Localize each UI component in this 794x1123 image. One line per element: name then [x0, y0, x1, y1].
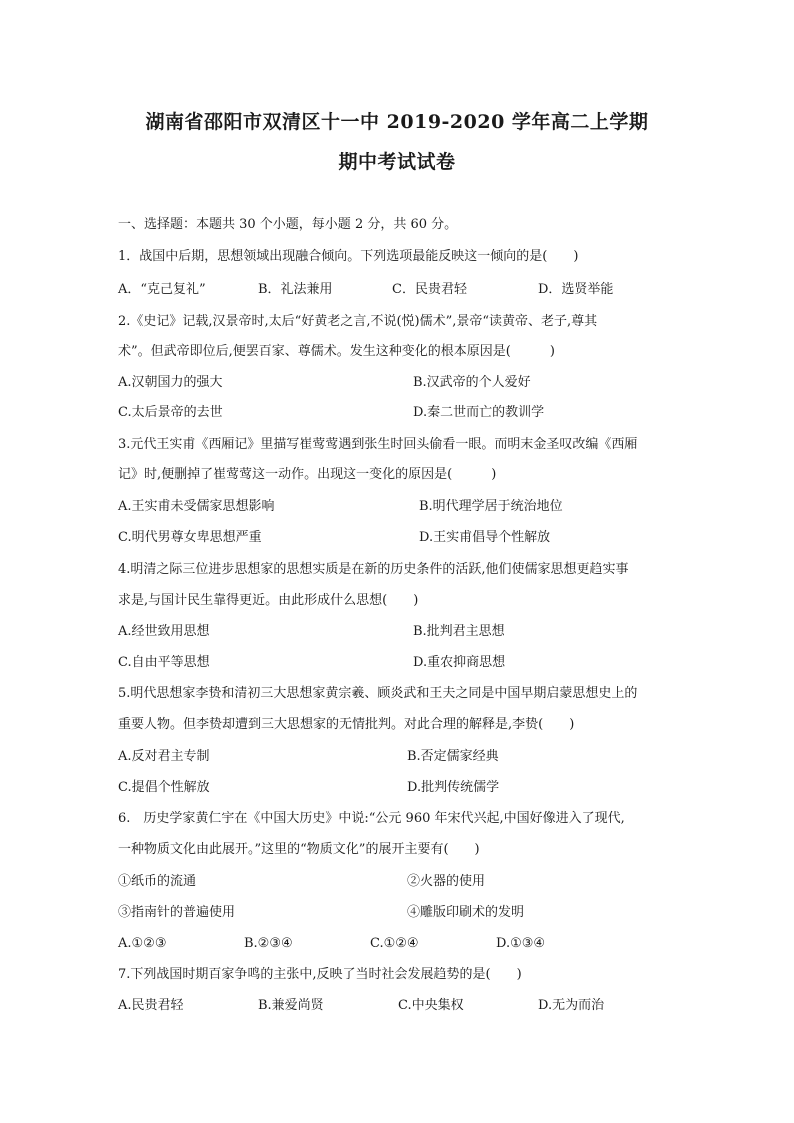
q3-option-d: D.王实甫倡导个性解放 — [419, 530, 551, 545]
question-6-stem-line1: 6. 历史学家黄仁宇在《中国大历史》中说:“公元 960 年宋代兴起,中国好像进入了现代, — [118, 811, 625, 826]
question-3-stem-line1: 3.元代王实甫《西厢记》里描写崔莺莺遇到张生时回头偷看一眼。而明末金圣叹改编《西厢 — [118, 437, 638, 452]
q2-option-a: A.汉朝国力的强大 — [118, 375, 223, 390]
q1-option-b: B．礼法兼用 — [258, 282, 333, 297]
question-2-stem-line1: 2.《史记》记载,汉景帝时,太后“好黄老之言,不说(悦)儒术”,景帝“读黄帝、老子,尊其 — [118, 314, 598, 329]
q3-option-c: C.明代男尊女卑思想严重 — [118, 530, 262, 545]
question-3-stem-line2: 记》时,便删掉了崔莺莺这一动作。出现这一变化的原因是( ) — [118, 467, 497, 482]
q1-option-d: D．选贤举能 — [538, 282, 614, 297]
q5-option-a: A.反对君主专制 — [118, 749, 210, 764]
q3-option-b: B.明代理学居于统治地位 — [419, 499, 563, 514]
q6-item-2: ②火器的使用 — [407, 874, 486, 889]
q2-option-b: B.汉武帝的个人爱好 — [413, 375, 531, 390]
q6-item-3: ③指南针的普遍使用 — [118, 905, 236, 920]
exam-title-line2: 期中考试试卷 — [338, 151, 456, 173]
q4-option-c: C.自由平等思想 — [118, 655, 210, 670]
question-6-stem-line2: 一种物质文化由此展开。”这里的“物质文化”的展开主要有( ) — [118, 842, 480, 857]
q1-option-c: C．民贵君轻 — [392, 282, 467, 297]
q7-option-b: B.兼爱尚贤 — [258, 998, 324, 1013]
q6-item-4: ④雕版印刷术的发明 — [407, 905, 525, 920]
q7-option-d: D.无为而治 — [538, 998, 605, 1013]
q6-option-d: D.①③④ — [496, 936, 546, 951]
question-2-stem-line2: 术”。但武帝即位后,便罢百家、尊儒术。发生这种变化的根本原因是( ) — [118, 344, 555, 359]
q2-option-c: C.太后景帝的去世 — [118, 405, 223, 420]
q1-option-a: A．“克己复礼” — [118, 282, 206, 297]
q6-option-b: B.②③④ — [244, 936, 293, 951]
q4-option-a: A.经世致用思想 — [118, 624, 210, 639]
q6-option-a: A.①②③ — [118, 936, 167, 951]
exam-title-line1: 湖南省邵阳市双清区十一中 2019-2020 学年高二上学期 — [145, 111, 649, 133]
q4-option-b: B.批判君主思想 — [413, 624, 505, 639]
q6-option-c: C.①②④ — [370, 936, 419, 951]
q5-option-b: B.否定儒家经典 — [407, 749, 499, 764]
question-1-stem: 1．战国中后期，思想领域出现融合倾向。下列选项最能反映这一倾向的是( ) — [118, 249, 579, 264]
question-7-stem: 7.下列战国时期百家争鸣的主张中,反映了当时社会发展趋势的是( ) — [118, 967, 522, 982]
section-heading: 一、选择题：本题共 30 个小题，每小题 2 分，共 60 分。 — [118, 217, 458, 232]
q4-option-d: D.重农抑商思想 — [413, 655, 506, 670]
q7-option-a: A.民贵君轻 — [118, 998, 184, 1013]
question-4-stem-line2: 求是,与国计民生靠得更近。由此形成什么思想( ) — [118, 593, 419, 608]
q6-item-1: ①纸币的流通 — [118, 874, 197, 889]
q5-option-c: C.提倡个性解放 — [118, 780, 210, 795]
question-5-stem-line1: 5.明代思想家李贽和清初三大思想家黄宗羲、顾炎武和王夫之同是中国早期启蒙思想史上的 — [118, 686, 638, 701]
q2-option-d: D.秦二世而亡的教训学 — [413, 405, 545, 420]
q7-option-c: C.中央集权 — [398, 998, 464, 1013]
q3-option-a: A.王实甫未受儒家思想影响 — [118, 499, 275, 514]
question-4-stem-line1: 4.明清之际三位进步思想家的思想实质是在新的历史条件的活跃,他们使儒家思想更趋实事 — [118, 562, 629, 577]
q5-option-d: D.批判传统儒学 — [407, 780, 500, 795]
question-5-stem-line2: 重要人物。但李贽却遭到三大思想家的无情批判。对此合理的解释是,李贽( ) — [118, 717, 575, 732]
